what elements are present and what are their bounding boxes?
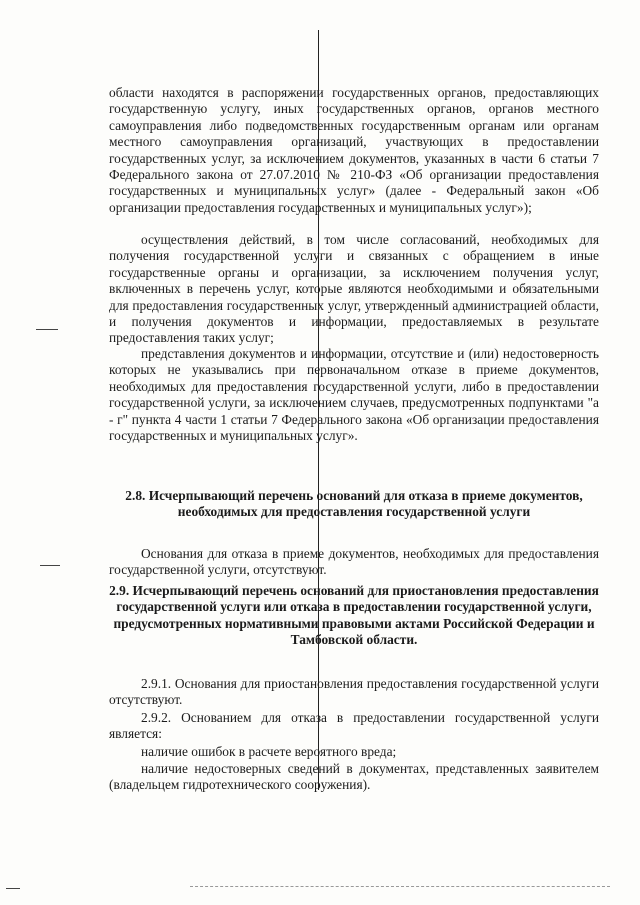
paragraph-actions: осуществления действий, в том числе согласований, необходимых для получения государственной услуги и связанных с обращением в иные государственные органы и организации, за исключением получения услуг, включенных в перечень услуг, которые являются необходимыми и обязательными для предоставления государственных услуг, утвержденный администрацией области, и получения документов и информации, предоставляемых в результате предоставления таких услуг;: [109, 232, 599, 346]
bottom-edge-line: [190, 886, 610, 887]
paragraph-2-9-1: 2.9.1. Основания для приостановления предоставления государственной услуги отсутствуют.: [109, 676, 599, 708]
paragraph-continuation: области находятся в распоряжении государственных органов, предоставляющих государственную услугу, иных государственных органов, органов местного самоуправления либо подведомственных государственным органам или органам местного самоуправления организаций, участвующих в предоставлении государственных услуг, за исключением документов, указанных в части 6 статьи 7 Федерального закона от 27.07.2010 № 210-ФЗ «Об организации предоставления государственных и муниципальных услуг» (далее - Федеральный закон «Об организации предоставления государственных и муниципальных услуг»);: [109, 85, 599, 215]
list-item-errors: наличие ошибок в расчете вероятного вреда;: [141, 744, 397, 759]
margin-mark: [40, 565, 60, 566]
paragraph-documents: представления документов и информации, отсутствие и (или) недостоверность которых не указывались при первоначальном отказе в приеме документов, необходимых для предоставления государственной услуги, либо в предоставлении государственной услуги, за исключением случаев, предусмотренных подпунктами "а - г" пункта 4 части 1 статьи 7 Федерального закона «Об организации предоставления государственных и муниципальных услуг».: [109, 346, 599, 444]
list-item-invalid-data: наличие недостоверных сведений в документах, представленных заявителем (владельцем гидротехнического сооружения).: [109, 761, 599, 793]
paragraph-2-8: Основания для отказа в приеме документов, необходимых для предоставления государственной услуги, отсутствуют.: [109, 546, 599, 578]
margin-mark: [6, 888, 20, 889]
section-heading-2-8: 2.8. Исчерпывающий перечень оснований для отказа в приеме документов, необходимых для предоставления государственной услуги: [125, 488, 583, 520]
margin-mark: [36, 329, 58, 330]
paragraph-2-9-2: 2.9.2. Основанием для отказа в предоставлении государственной услуги является:: [109, 710, 599, 742]
section-heading-2-9: 2.9. Исчерпывающий перечень оснований для приостановления предоставления государственной услуги или отказа в предоставлении государственной услуги, предусмотренных нормативными правовыми актами Российской Федерации и Тамбовской области.: [109, 583, 599, 648]
